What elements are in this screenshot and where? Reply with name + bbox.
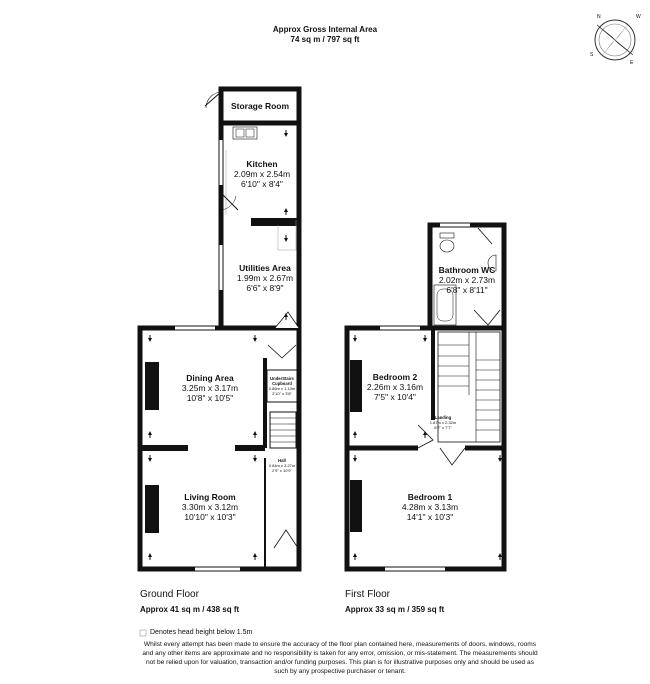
bedroom1-imperial: 14'1" x 10'3" (406, 512, 454, 522)
utilities-imperial: 6'6" x 8'9" (246, 283, 284, 293)
landing-label (425, 415, 461, 430)
living-name: Living Room (184, 492, 236, 502)
head-height-swatch (140, 630, 146, 636)
dining-imperial: 10'8" x 10'5" (186, 393, 234, 403)
compass-w: W (636, 14, 641, 20)
utilities-metric: 1.99m x 2.67m (236, 273, 294, 283)
bathroom-imperial: 6'8" x 8'11" (446, 285, 488, 295)
living-imperial: 10'10" x 10'3" (184, 512, 236, 522)
compass-n: N (597, 14, 601, 20)
bedroom2-name: Bedroom 2 (372, 372, 418, 382)
ground-stairs (270, 412, 296, 448)
bedroom2-metric: 2.26m x 3.16m (366, 382, 424, 392)
landing-imperial: 6'2" x 7'7" (434, 425, 452, 430)
understairs-label (267, 376, 297, 396)
kitchen-utilities-walls (219, 123, 299, 328)
hall-name: Hall (278, 458, 286, 463)
header-title: Approx Gross Internal Area (272, 25, 378, 34)
bedroom1-label (380, 492, 480, 522)
landing-metric: 1.87m x 2.32m (429, 420, 457, 425)
bedroom2-imperial: 7'5" x 10'4" (374, 392, 416, 402)
kitchen-name: Kitchen (246, 159, 278, 169)
compass-s: S (590, 52, 594, 58)
hall-label (264, 458, 300, 473)
dining-label (165, 373, 255, 403)
compass-icon (595, 20, 635, 60)
bedroom2-label (355, 372, 435, 402)
utilities-name: Utilities Area (239, 263, 291, 273)
understairs-name: UnderStairs Cupboard (270, 376, 294, 386)
kitchen-label (226, 159, 298, 189)
bathroom-label (430, 265, 504, 295)
bathroom-metric: 2.02m x 2.73m (438, 275, 496, 285)
utilities-label (226, 263, 304, 293)
bathroom-name: Bathroom WC (438, 265, 496, 275)
hall-imperial: 2'9" x 10'9" (272, 468, 292, 473)
living-label (165, 492, 255, 522)
living-metric: 3.30m x 3.12m (181, 502, 239, 512)
header-area: 74 sq m / 797 sq ft (290, 35, 360, 44)
legend-text: Denotes head height below 1.5m (150, 629, 253, 636)
bedroom1-metric: 4.28m x 3.13m (401, 502, 459, 512)
dining-metric: 3.25m x 3.17m (181, 383, 239, 393)
bedroom1-name: Bedroom 1 (407, 492, 453, 502)
first-floor-area: Approx 33 sq m / 359 sq ft (345, 605, 445, 614)
kitchen-metric: 2.09m x 2.54m (233, 169, 291, 179)
kitchen-imperial: 6'10" x 8'4" (241, 179, 283, 189)
hall-metric: 0.84m x 3.27m (268, 463, 296, 468)
disclaimer-text: Whilst every attempt has been made to ensure the accuracy of the floor plan contained here, measurements of doors, windows, rooms and any other items are approximate and no responsibility is taken for any error, omission, or mis-statement. The measurements should not be relied upon for valuation, transaction and/or funding purposes. This plan is for illustrative purposes only and should be used as such by any prospective purchaser or tenant. (142, 641, 538, 675)
dining-name: Dining Area (186, 373, 234, 383)
ground-floor-title: Ground Floor (140, 589, 199, 600)
storage-room-label: Storage Room (230, 101, 290, 111)
first-floor-title: First Floor (345, 589, 390, 600)
understairs-metric: 0.86m x 1.13m (268, 386, 296, 391)
compass-e: E (630, 60, 634, 66)
landing-name: Landing (434, 415, 452, 420)
understairs-imperial: 2'10" x 3'8" (272, 391, 292, 396)
ground-floor-area: Approx 41 sq m / 438 sq ft (140, 605, 240, 614)
